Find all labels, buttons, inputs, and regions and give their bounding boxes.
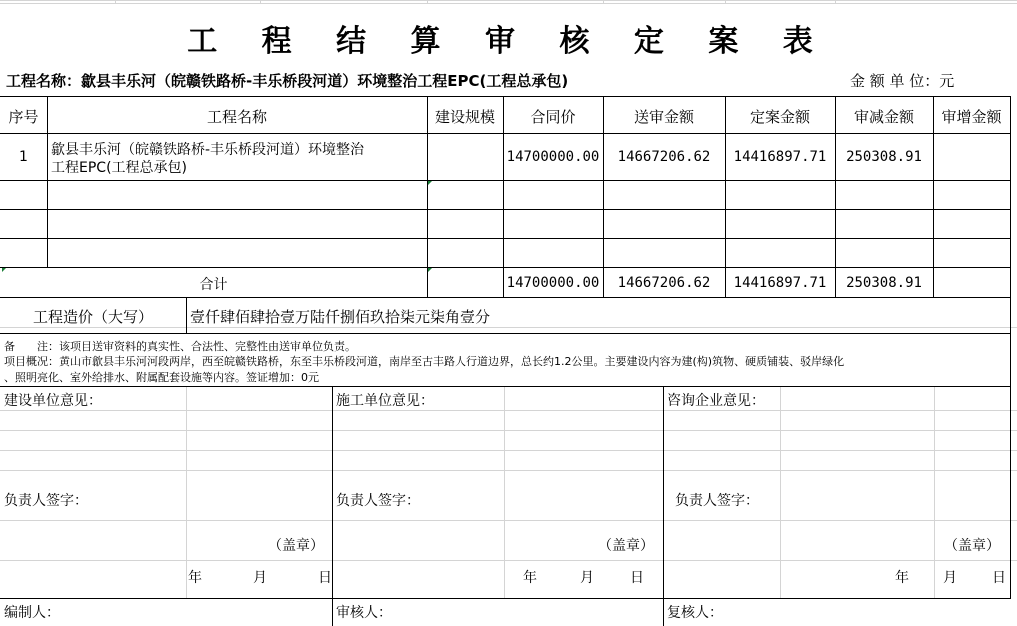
date-month: 月 bbox=[943, 570, 957, 586]
date-day: 日 bbox=[318, 570, 332, 586]
sheet-title: 工 程 结 算 审 核 定 案 表 bbox=[187, 24, 830, 59]
header-approved-amount: 定案金额 bbox=[749, 108, 810, 126]
header-reduced-amount: 审减金额 bbox=[853, 108, 914, 126]
header-submitted-amount: 送审金额 bbox=[633, 108, 694, 126]
header-contract-price: 合同价 bbox=[530, 108, 576, 126]
project-name-label: 工程名称：歙县丰乐河（皖赣铁路桥-丰乐桥段河道）环境整治工程EPC(工程总承包) bbox=[6, 72, 569, 90]
seal-label: （盖章） bbox=[598, 538, 654, 554]
row-project-name-line1: 歙县丰乐河（皖赣铁路桥-丰乐桥段河道）环境整治 bbox=[51, 142, 365, 158]
cell-marker bbox=[2, 268, 6, 272]
date-month: 月 bbox=[253, 570, 267, 586]
date-day: 日 bbox=[992, 570, 1006, 586]
total-submitted-amount: 14667206.62 bbox=[617, 275, 711, 291]
cell-marker bbox=[428, 268, 432, 272]
header-project-name: 工程名称 bbox=[206, 108, 267, 126]
row-index: 1 bbox=[19, 149, 28, 165]
reviewer-label: 审核人： bbox=[336, 605, 392, 621]
notes-overview: 项目概况：黄山市歙县丰乐河河段两岸，西至皖赣铁路桥，东至丰乐桥段河道，南岸至古丰路人行道边界，总长约1.2公里。主要建设内容为建(构)筑物、硬质铺装、驳岸绿化 bbox=[4, 355, 845, 368]
date-year: 年 bbox=[895, 570, 909, 586]
opinion-title: 施工单位意见： bbox=[336, 393, 434, 409]
cost-capital-label: 工程造价（大写） bbox=[32, 308, 153, 326]
seal-label: （盖章） bbox=[268, 538, 324, 554]
row-project-name-line2: 工程EPC(工程总承包) bbox=[51, 160, 187, 176]
total-label: 合计 bbox=[199, 277, 228, 293]
row-approved-amount: 14416897.71 bbox=[733, 149, 827, 165]
opinion-title: 咨询企业意见： bbox=[667, 393, 765, 409]
signature-label: 负责人签字： bbox=[336, 493, 420, 509]
total-approved-amount: 14416897.71 bbox=[733, 275, 827, 291]
row-submitted-amount: 14667206.62 bbox=[617, 149, 711, 165]
cost-capital-value: 壹仟肆佰肆拾壹万陆仟捌佰玖拾柒元柒角壹分 bbox=[190, 308, 491, 326]
row-reduced-amount: 250308.91 bbox=[846, 149, 922, 165]
seal-label: （盖章） bbox=[944, 538, 1000, 554]
header-index: 序号 bbox=[8, 108, 39, 126]
notes-overview-continued: 、照明亮化、室外给排水、附属配套设施等内容。签证增加：0元 bbox=[4, 371, 319, 384]
opinion-title: 建设单位意见： bbox=[4, 393, 102, 409]
header-scale: 建设规模 bbox=[434, 108, 495, 126]
row-contract-price: 14700000.00 bbox=[506, 149, 600, 165]
signature-label: 负责人签字： bbox=[675, 493, 759, 509]
date-year: 年 bbox=[188, 570, 202, 586]
prepared-by-label: 编制人： bbox=[4, 605, 60, 621]
header-increased-amount: 审增金额 bbox=[941, 108, 1002, 126]
signature-label: 负责人签字： bbox=[4, 493, 88, 509]
total-contract-price: 14700000.00 bbox=[506, 275, 600, 291]
date-day: 日 bbox=[630, 570, 644, 586]
total-reduced-amount: 250308.91 bbox=[846, 275, 922, 291]
notes-remark: 备 注：该项目送审资料的真实性、合法性、完整性由送审单位负责。 bbox=[4, 340, 356, 353]
cell-marker bbox=[428, 181, 432, 185]
rechecker-label: 复核人： bbox=[667, 605, 723, 621]
date-month: 月 bbox=[580, 570, 594, 586]
date-year: 年 bbox=[523, 570, 537, 586]
amount-unit-label: 金 额 单 位：元 bbox=[850, 72, 955, 90]
